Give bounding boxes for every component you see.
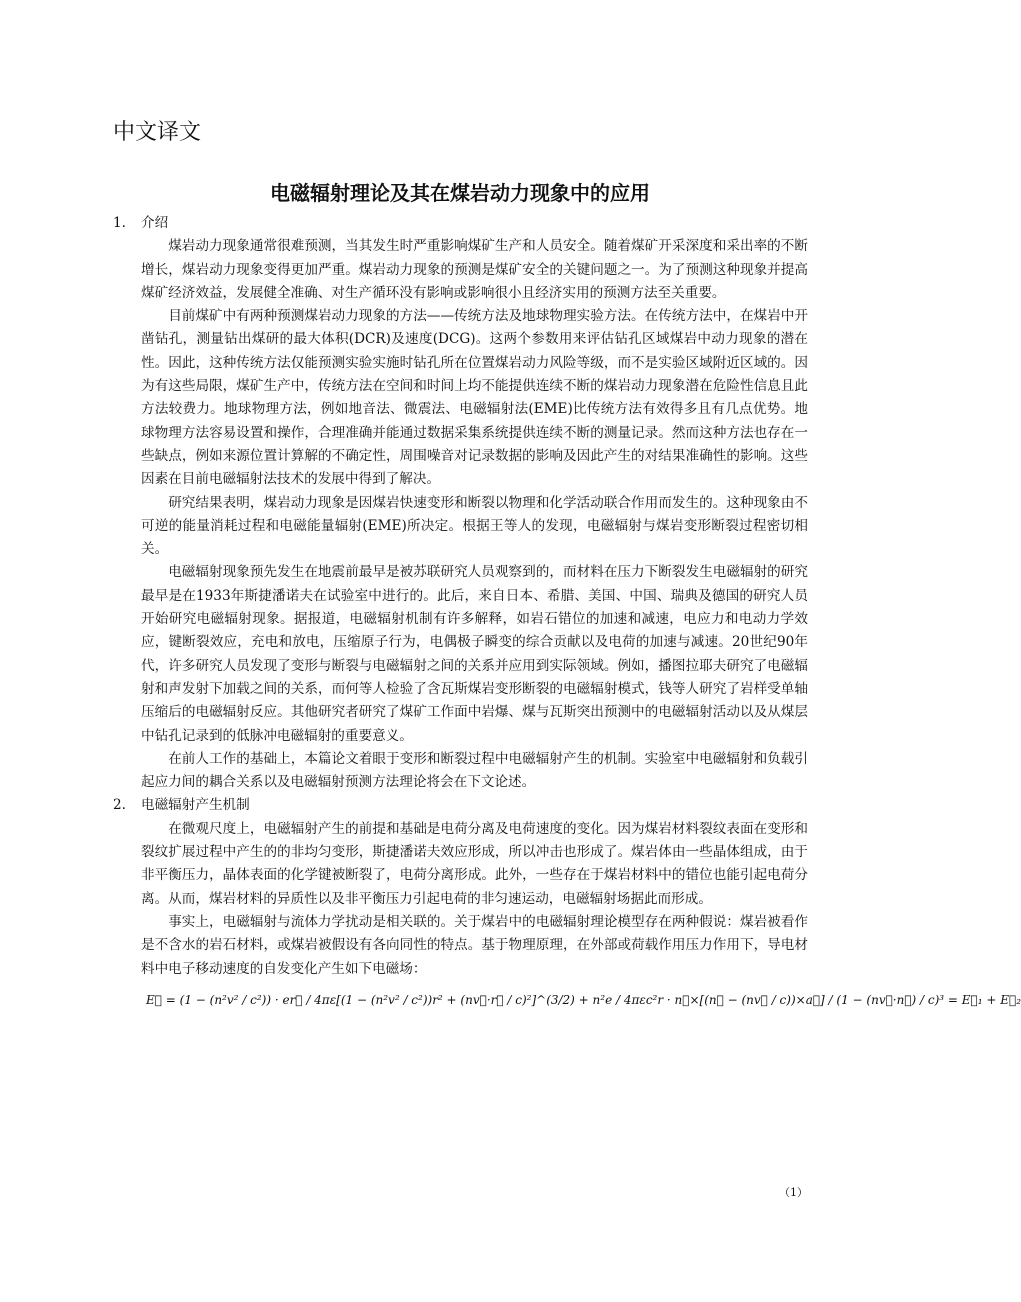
paragraph: 在微观尺度上，电磁辐射产生的前提和基础是电荷分离及电荷速度的变化。因为煤岩材料裂纹表面在变形和裂纹扩展过程中产生的的非均匀变形，斯捷潘诺夫效应形成，所以冲击也形成了。煤岩体由一些晶体组成，由于非平衡压力，晶体表面的化学键被断裂了，电荷分离形成。此外，一些存在于煤岩材料中的错位也能引起电荷分离。从而，煤岩材料的异质性以及非平衡压力引起电荷的非匀速运动，电磁辐射场据此而形成。: [141, 820, 808, 907]
document-title: 电磁辐射理论及其在煤岩动力现象中的应用: [270, 181, 650, 205]
section-title: 电磁辐射产生机制: [141, 797, 250, 814]
section-number: 2.: [113, 797, 126, 814]
section-heading-mechanism: [113, 794, 808, 817]
paragraph: 研究结果表明，煤岩动力现象是因煤岩快速变形和断裂以物理和化学活动联合作用而发生的。这种现象由不可逆的能量消耗过程和电磁能量辐射(EME)所决定。根据王等人的发现，电磁辐射与煤岩变形断裂过程密切相关。: [141, 494, 808, 558]
electric-field-formula: E⃗ = (1 − (n²v² / c²)) · er⃗ / 4πε[(1 − (n²v² / c²))r² + (nv⃗·r⃗ / c)²]^(3/2) + n²e / 4πεc²r · n⃗×[(n⃗ − (nv⃗ / c))×a⃗] / (1 − (nv⃗·n⃗) / c)³ = E⃗₁ + E⃗₂: [146, 992, 1021, 1007]
equation-number: （1）: [779, 1186, 808, 1199]
document-body: [113, 212, 1021, 1012]
section-title: 介绍: [141, 215, 169, 231]
header-title: 中文译文: [113, 120, 202, 145]
section-number: 1.: [113, 215, 126, 231]
paragraph: 电磁辐射现象预先发生在地震前最早是被苏联研究人员观察到的，而材料在压力下断裂发生电磁辐射的研究最早是在1933年斯捷潘诺夫在试验室中进行的。此后，来自日本、希腊、美国、中国、瑞典及德国的研究人员开始研究电磁辐射现象。据报道，电磁辐射机制有许多解释，如岩石错位的加速和减速，电应力和电动力学效应，键断裂效应，充电和放电，压缩原子行为，电偶极子瞬变的综合贡献以及电荷的加速与减速。20世纪90年代，许多研究人员发现了变形与断裂与电磁辐射之间的关系并应用到实际领域。例如，播图拉耶夫研究了电磁辐射和声发射下加载之间的关系，而何等人检验了含瓦斯煤岩变形断裂的电磁辐射模式，钱等人研究了岩样受单轴压缩后的电磁辐射反应。其他研究者研究了煤矿工作面中岩爆、煤与瓦斯突出预测中的电磁辐射活动以及从煤层中钻孔记录到的低脉冲电磁辐射的重要意义。: [141, 564, 808, 744]
paragraph: 目前煤矿中有两种预测煤岩动力现象的方法——传统方法及地球物理实验方法。在传统方法中，在煤岩中开凿钻孔，测量钻出煤研的最大体积(DCR)及速度(DCG)。这两个参数用来评估钻孔区域煤岩中动力现象的潜在性。因此，这种传统方法仅能预测实验实施时钻孔所在位置煤岩动力风险等级，而不是实验区域附近区域的。因为有这些局限，煤矿生产中，传统方法在空间和时间上均不能提供连续不断的煤岩动力现象潜在危险性信息且此方法较费力。地球物理方法，例如地音法、微震法、电磁辐射法(EME)比传统方法有效得多且有几点优势。地球物理方法容易设置和操作，合理准确并能通过数据采集系统提供连续不断的测量记录。然而这种方法也存在一些缺点，例如来源位置计算解的不确定性，周围噪音对记录数据的影响及因此产生的对结果准确性的影响。这些因素在目前电磁辐射法技术的发展中得到了解决。: [141, 308, 808, 488]
section-heading-intro: [113, 212, 808, 235]
paragraph: 在前人工作的基础上，本篇论文着眼于变形和断裂过程中电磁辐射产生的机制。实验室中电磁辐射和负载引起应力间的耦合关系以及电磁辐射预测方法理论将会在下文论述。: [141, 750, 808, 791]
paragraph: 事实上，电磁辐射与流体力学扰动是相关联的。关于煤岩中的电磁辐射理论模型存在两种假说：煤岩被看作是不含水的岩石材料，或煤岩被假设有各向同性的特点。基于物理原理，在外部或荷载作用压力作用下，导电材料中电子移动速度的自发变化产生如下电磁场：: [141, 913, 808, 977]
paragraph: 煤岩动力现象通常很难预测，当其发生时严重影响煤矿生产和人员安全。随着煤矿开采深度和采出率的不断增长，煤岩动力现象变得更加严重。煤岩动力现象的预测是煤矿安全的关键问题之一。为了预测这种现象并提高煤矿经济效益，发展健全准确、对生产循环没有影响或影响很小且经济实用的预测方法至关重要。: [141, 238, 808, 301]
